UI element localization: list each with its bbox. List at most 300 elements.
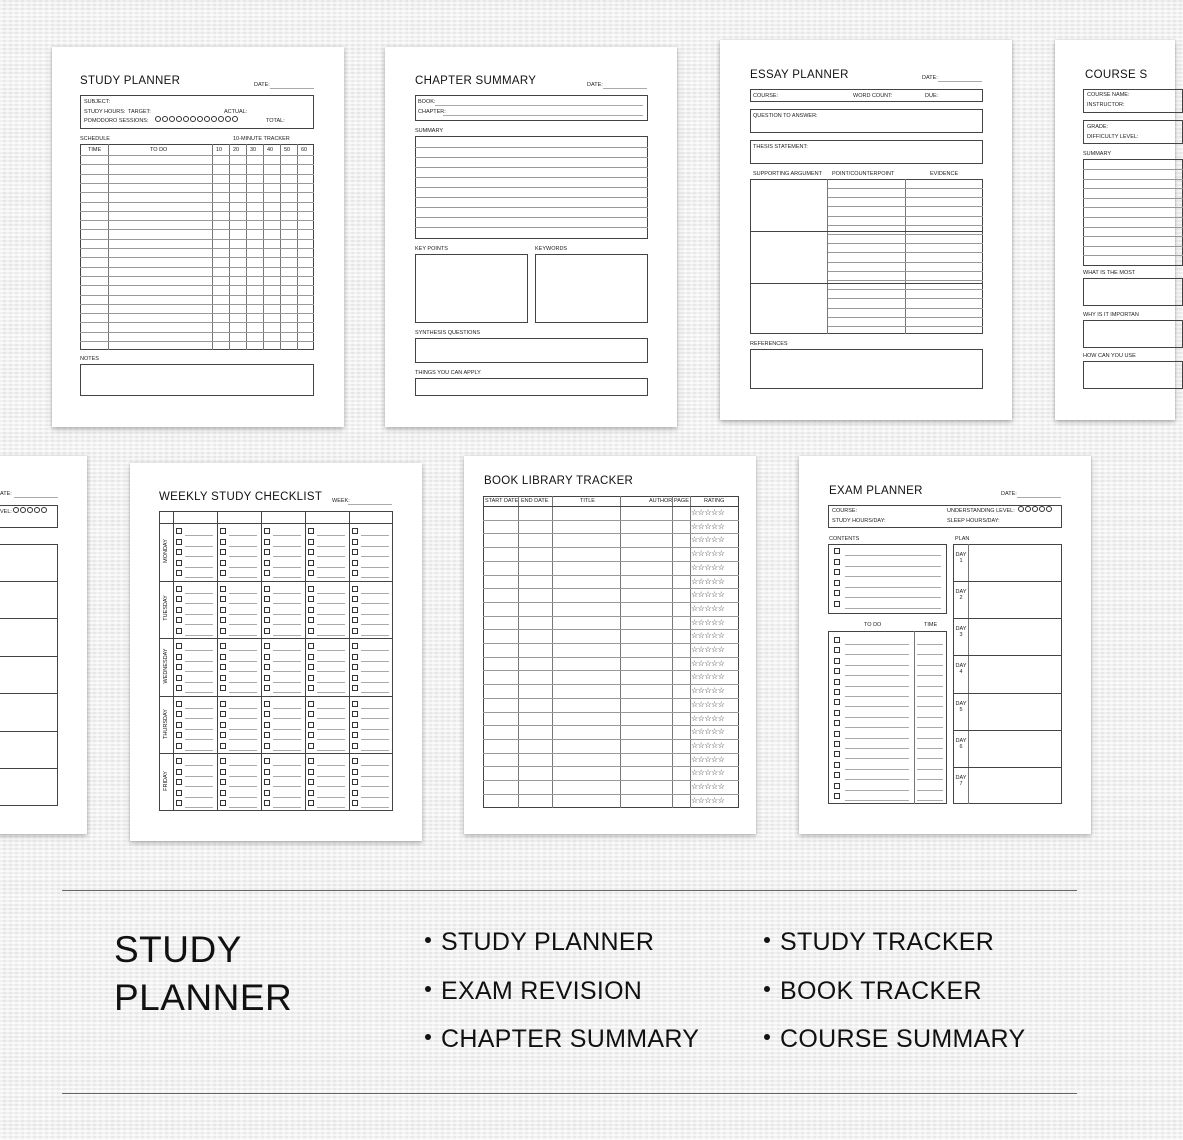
rule-line xyxy=(217,511,218,811)
rule-line xyxy=(80,248,314,249)
rule-line xyxy=(185,765,213,766)
rule-line xyxy=(317,546,345,547)
rule-line xyxy=(1083,255,1183,256)
checkbox xyxy=(352,560,358,566)
rule-line xyxy=(185,546,213,547)
understanding-circles xyxy=(1017,506,1052,512)
rule-line xyxy=(273,786,301,787)
sheet-title: BOOK LIBRARY TRACKER xyxy=(484,475,634,487)
rule-line xyxy=(229,535,257,536)
date-label: DATE: xyxy=(922,75,938,81)
checkbox xyxy=(220,758,226,764)
checkbox xyxy=(176,617,182,623)
checkbox xyxy=(352,596,358,602)
rule-line xyxy=(1083,236,1183,237)
day-label: DAY 4 xyxy=(955,663,967,676)
rule-line xyxy=(415,217,648,218)
rule-line xyxy=(828,252,983,253)
rule-line xyxy=(828,326,983,327)
checkbox xyxy=(176,769,182,775)
rule-line xyxy=(953,693,1062,694)
actual-label: ACTUAL: xyxy=(224,109,248,115)
checkbox xyxy=(220,722,226,728)
rule-line xyxy=(273,729,301,730)
checkbox xyxy=(220,769,226,775)
references-box xyxy=(750,349,983,389)
apply-box xyxy=(415,378,648,396)
checkbox xyxy=(220,549,226,555)
rule-line xyxy=(229,692,257,693)
rule-line xyxy=(273,776,301,777)
rule-line xyxy=(273,750,301,751)
checkbox xyxy=(220,743,226,749)
checkbox xyxy=(834,668,840,674)
rule-line xyxy=(317,661,345,662)
rule-line xyxy=(273,650,301,651)
rule-line xyxy=(361,603,389,604)
keywords-box xyxy=(535,254,648,323)
rule-line xyxy=(273,556,301,557)
rule-line xyxy=(80,332,314,333)
study-hours-label: STUDY HOURS/DAY: xyxy=(832,518,886,524)
rule-line xyxy=(483,506,739,507)
question-3-box xyxy=(1083,361,1183,389)
rule-line xyxy=(917,769,943,770)
rule-line xyxy=(1083,217,1183,218)
checkbox xyxy=(834,580,840,586)
rule-line xyxy=(845,758,909,759)
rule-line xyxy=(483,547,739,548)
rule-line xyxy=(845,644,909,645)
checkbox xyxy=(176,779,182,785)
rule-line xyxy=(953,730,1062,731)
rule-line xyxy=(1083,188,1183,189)
rule-line xyxy=(159,753,393,754)
feature-item: COURSE SUMMARY xyxy=(764,1025,1025,1054)
checkbox xyxy=(834,679,840,685)
rule-line xyxy=(415,157,648,158)
bullet-icon xyxy=(425,986,431,992)
checkbox xyxy=(220,560,226,566)
rule-line xyxy=(845,555,941,556)
rule-line xyxy=(483,794,739,795)
rule-line xyxy=(185,535,213,536)
rule-line xyxy=(229,577,257,578)
date-line xyxy=(270,88,314,89)
rating-stars-icon: ☆☆☆☆☆ xyxy=(691,754,725,764)
rule-line xyxy=(917,696,943,697)
checkbox xyxy=(352,711,358,717)
rule-line xyxy=(185,603,213,604)
rule-line xyxy=(273,546,301,547)
checkbox xyxy=(352,628,358,634)
rule-line xyxy=(317,614,345,615)
rule-line xyxy=(483,780,739,781)
rule-line xyxy=(845,738,909,739)
checkbox xyxy=(264,528,270,534)
checkbox xyxy=(352,722,358,728)
rating-stars-icon: ☆☆☆☆☆ xyxy=(691,672,725,682)
instructor-label: INSTRUCTOR: xyxy=(1087,102,1125,108)
rule-line xyxy=(483,588,739,589)
rule-line xyxy=(229,603,257,604)
checkbox xyxy=(308,549,314,555)
checkbox xyxy=(264,607,270,613)
checkbox xyxy=(220,711,226,717)
rule-line xyxy=(361,718,389,719)
rule-line xyxy=(80,276,314,277)
level-label: VEL: xyxy=(0,509,12,515)
rule-line xyxy=(229,624,257,625)
checkbox xyxy=(834,699,840,705)
rule-line xyxy=(0,656,58,657)
rating-stars-icon: ☆☆☆☆☆ xyxy=(691,645,725,654)
checkbox xyxy=(220,701,226,707)
checkbox xyxy=(308,560,314,566)
rule-line xyxy=(185,708,213,709)
rule-line xyxy=(273,535,301,536)
rule-line xyxy=(80,341,314,342)
checkbox xyxy=(264,769,270,775)
rating-stars-icon: ☆☆☆☆☆ xyxy=(691,713,725,723)
checkbox xyxy=(352,586,358,592)
evidence-label: EVIDENCE xyxy=(930,171,959,177)
checkbox xyxy=(308,570,314,576)
rule-line xyxy=(917,800,943,801)
rule-line xyxy=(483,657,739,658)
rule-line xyxy=(361,671,389,672)
bullet-icon xyxy=(425,937,431,943)
sheet-title: EXAM PLANNER xyxy=(829,485,923,497)
rule-line xyxy=(273,603,301,604)
weekly-checklist-sheet xyxy=(130,463,422,841)
checkbox xyxy=(220,643,226,649)
rule-line xyxy=(229,556,257,557)
rule-line xyxy=(917,758,943,759)
rule-line xyxy=(185,661,213,662)
rule-line xyxy=(845,654,909,655)
day-label: DAY 3 xyxy=(955,626,967,639)
rule-line xyxy=(483,725,739,726)
checkbox xyxy=(308,758,314,764)
rule-line xyxy=(828,289,983,290)
rule-line xyxy=(317,603,345,604)
rule-line xyxy=(317,765,345,766)
checkbox xyxy=(264,711,270,717)
checkbox xyxy=(220,790,226,796)
minute-40: 40 xyxy=(267,147,274,153)
rule-line xyxy=(173,511,174,811)
checkbox xyxy=(176,743,182,749)
rule-line xyxy=(273,567,301,568)
rule-line xyxy=(483,575,739,576)
rule-line xyxy=(483,533,739,534)
checkbox xyxy=(834,559,840,565)
due-label: DUE: xyxy=(925,93,939,99)
day-label: DAY 2 xyxy=(955,589,967,602)
key-points-box xyxy=(415,254,528,323)
checkbox xyxy=(308,607,314,613)
question-1-label: WHAT IS THE MOST xyxy=(1083,270,1136,276)
course-label: COURSE: xyxy=(832,508,858,514)
rule-line xyxy=(159,581,393,582)
rule-line xyxy=(273,661,301,662)
partial-left-sheet xyxy=(0,456,87,834)
rule-line xyxy=(361,739,389,740)
rule-line xyxy=(917,717,943,718)
checkbox xyxy=(220,570,226,576)
col-page: PAGE xyxy=(674,498,689,504)
rule-line xyxy=(361,661,389,662)
rule-line xyxy=(80,192,314,193)
question-2-box xyxy=(1083,320,1183,348)
rule-line xyxy=(917,675,943,676)
rating-stars-icon: ☆☆☆☆☆ xyxy=(691,576,725,586)
rule-line xyxy=(229,750,257,751)
rule-line xyxy=(483,643,739,644)
checkbox xyxy=(834,720,840,726)
rule-line xyxy=(229,718,257,719)
minute-20: 20 xyxy=(233,147,240,153)
rule-line xyxy=(361,786,389,787)
rule-line xyxy=(483,698,739,699)
rule-line xyxy=(361,556,389,557)
rule-line xyxy=(229,729,257,730)
rule-line xyxy=(1083,207,1183,208)
checkbox xyxy=(220,596,226,602)
rule-line xyxy=(361,797,389,798)
rule-line xyxy=(828,197,983,198)
checkbox xyxy=(308,617,314,623)
rule-line xyxy=(361,567,389,568)
minute-60: 60 xyxy=(301,147,308,153)
checkbox xyxy=(308,732,314,738)
checkbox xyxy=(220,628,226,634)
checkbox xyxy=(308,654,314,660)
bullet-icon xyxy=(764,1034,770,1040)
checkbox xyxy=(220,664,226,670)
rule-line xyxy=(845,675,909,676)
checkbox xyxy=(834,601,840,607)
checkbox xyxy=(264,596,270,602)
rule-line xyxy=(317,577,345,578)
rule-line xyxy=(415,207,648,208)
subject-label: SUBJECT: xyxy=(84,99,110,105)
checkbox xyxy=(264,617,270,623)
rule-line xyxy=(1083,227,1183,228)
rule-line xyxy=(845,597,941,598)
checkbox xyxy=(352,685,358,691)
rating-stars-icon: ☆☆☆☆☆ xyxy=(691,590,725,600)
checkbox xyxy=(264,701,270,707)
rule-line xyxy=(317,739,345,740)
rule-line xyxy=(185,750,213,751)
rule-line xyxy=(845,696,909,697)
rule-line xyxy=(828,317,983,318)
book-tracker-sheet xyxy=(464,456,756,834)
time-label: TIME xyxy=(924,622,938,628)
rule-line xyxy=(185,682,213,683)
sleep-hours-label: SLEEP HOURS/DAY: xyxy=(947,518,1000,524)
rule-line xyxy=(317,718,345,719)
checkbox xyxy=(220,654,226,660)
day-label: THURSDAY xyxy=(163,708,169,739)
date-label: ATE: xyxy=(0,491,12,497)
rule-line xyxy=(361,765,389,766)
rule-line xyxy=(1083,198,1183,199)
plan-label: PLAN xyxy=(955,536,970,542)
checkbox xyxy=(176,664,182,670)
sheet-title: CHAPTER SUMMARY xyxy=(415,75,537,87)
rule-line xyxy=(361,546,389,547)
rule-line xyxy=(828,188,983,189)
rating-stars-icon: ☆☆☆☆☆ xyxy=(691,535,725,545)
col-author: AUTHOR xyxy=(649,498,673,504)
rule-line xyxy=(1083,246,1183,247)
rule-line xyxy=(273,593,301,594)
checkbox xyxy=(308,800,314,806)
rule-line xyxy=(361,708,389,709)
day-label: DAY 6 xyxy=(955,737,967,750)
checkbox xyxy=(220,539,226,545)
checkbox xyxy=(834,658,840,664)
checkbox xyxy=(264,570,270,576)
checkbox xyxy=(176,675,182,681)
checkbox xyxy=(308,685,314,691)
rule-line xyxy=(415,197,648,198)
exam-planner-sheet xyxy=(799,456,1091,834)
summary-box xyxy=(1083,159,1183,266)
rating-stars-icon: ☆☆☆☆☆ xyxy=(691,562,725,572)
rating-stars-icon: ☆☆☆☆☆ xyxy=(691,795,725,805)
checkbox xyxy=(220,800,226,806)
checkbox xyxy=(834,783,840,789)
rule-line xyxy=(159,638,393,639)
minute-50: 50 xyxy=(284,147,291,153)
rule-line xyxy=(828,280,983,281)
checkbox xyxy=(220,732,226,738)
rule-line xyxy=(483,739,739,740)
rule-line xyxy=(917,790,943,791)
rule-line xyxy=(273,682,301,683)
rule-line xyxy=(845,608,941,609)
rule-line xyxy=(483,766,739,767)
checkbox xyxy=(352,758,358,764)
rating-stars-icon: ☆☆☆☆☆ xyxy=(691,727,725,737)
rule-line xyxy=(273,577,301,578)
rule-line xyxy=(415,227,648,228)
rule-line xyxy=(185,650,213,651)
rating-stars-icon: ☆☆☆☆☆ xyxy=(691,521,725,531)
rule-line xyxy=(0,731,58,732)
rule-line xyxy=(361,692,389,693)
rating-stars-icon: ☆☆☆☆☆ xyxy=(691,658,725,668)
rule-line xyxy=(273,708,301,709)
rule-line xyxy=(185,614,213,615)
rule-line xyxy=(229,546,257,547)
feature-item: BOOK TRACKER xyxy=(764,977,982,1006)
rule-line xyxy=(361,682,389,683)
checkbox xyxy=(352,790,358,796)
checkbox xyxy=(834,731,840,737)
date-label: DATE: xyxy=(587,82,603,88)
rule-line xyxy=(0,618,58,619)
checkbox xyxy=(176,732,182,738)
checkbox xyxy=(264,643,270,649)
course-label: COURSE: xyxy=(753,93,779,99)
checkbox xyxy=(264,654,270,660)
checkbox xyxy=(220,685,226,691)
checkbox xyxy=(834,772,840,778)
rule-line xyxy=(229,614,257,615)
checkbox xyxy=(264,586,270,592)
rule-line xyxy=(273,807,301,808)
rule-line xyxy=(317,786,345,787)
checkbox xyxy=(834,637,840,643)
col-end-date: END DATE xyxy=(521,498,549,504)
rule-line xyxy=(185,692,213,693)
sheet-title: STUDY PLANNER xyxy=(80,75,181,87)
key-points-label: KEY POINTS xyxy=(415,246,448,252)
rule-line xyxy=(80,285,314,286)
question-2-label: WHY IS IT IMPORTAN xyxy=(1083,312,1139,318)
rule-line xyxy=(845,769,909,770)
checkbox xyxy=(176,711,182,717)
checkbox xyxy=(264,539,270,545)
minute-10: 10 xyxy=(216,147,223,153)
checkbox xyxy=(308,743,314,749)
day-label: FRIDAY xyxy=(163,771,169,792)
checkbox xyxy=(308,711,314,717)
rule-line xyxy=(483,684,739,685)
top-divider xyxy=(62,890,1077,891)
checkbox xyxy=(834,590,840,596)
rule-line xyxy=(845,686,909,687)
rule-line xyxy=(845,800,909,801)
rule-line xyxy=(80,313,314,314)
bullet-icon xyxy=(764,986,770,992)
week-label: WEEK: xyxy=(332,498,350,504)
rule-line xyxy=(483,561,739,562)
checkbox xyxy=(308,539,314,545)
rule-line xyxy=(185,718,213,719)
checkbox xyxy=(352,528,358,534)
rule-line xyxy=(953,618,1062,619)
rule-line xyxy=(361,535,389,536)
col-title: TITLE xyxy=(580,498,595,504)
checkbox xyxy=(264,732,270,738)
rule-line xyxy=(273,624,301,625)
rating-stars-icon: ☆☆☆☆☆ xyxy=(691,617,725,627)
rule-line xyxy=(80,239,314,240)
rule-line xyxy=(317,624,345,625)
rule-line xyxy=(828,225,983,226)
checkbox xyxy=(352,800,358,806)
rule-line xyxy=(185,567,213,568)
rule-line xyxy=(0,581,58,582)
checkbox xyxy=(308,769,314,775)
date-label: DATE: xyxy=(1001,491,1017,497)
checkbox xyxy=(352,549,358,555)
checkbox xyxy=(834,762,840,768)
feature-item: EXAM REVISION xyxy=(425,977,642,1006)
checkbox xyxy=(264,664,270,670)
course-name-label: COURSE NAME: xyxy=(1087,92,1130,98)
rule-line xyxy=(185,786,213,787)
summary-label: SUMMARY xyxy=(1083,151,1112,157)
argument-table xyxy=(750,179,983,334)
rule-line xyxy=(80,229,314,230)
